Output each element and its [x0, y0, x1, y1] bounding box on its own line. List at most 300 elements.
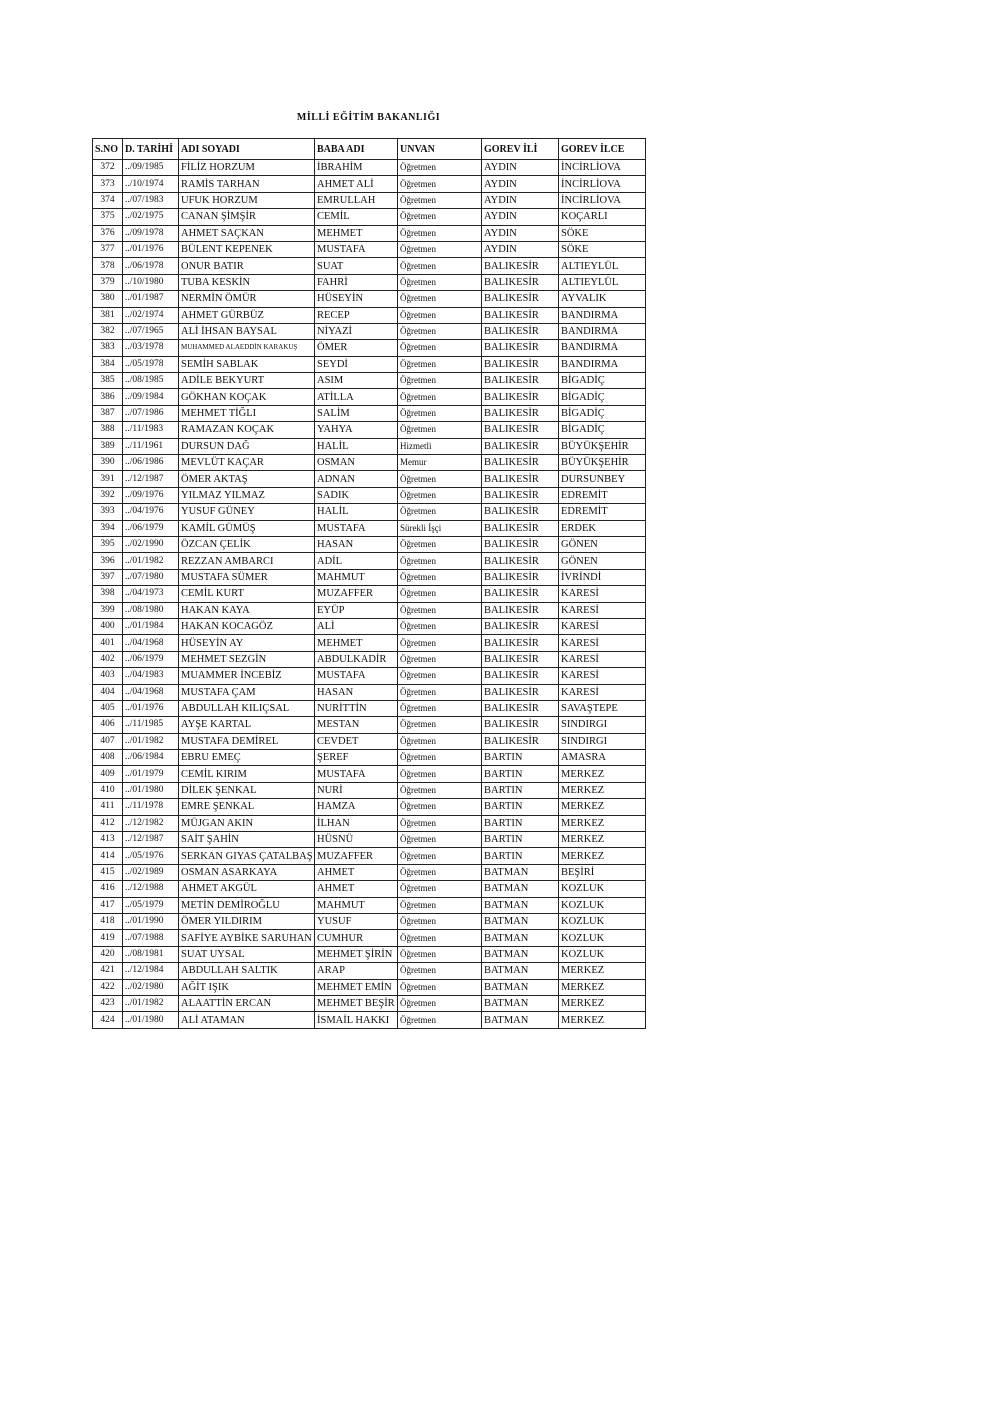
table-row: [93, 471, 646, 487]
cell-father-name: HALİL: [315, 504, 398, 520]
cell-father-name: HASAN: [315, 684, 398, 700]
cell-full-name: UFUK HORZUM: [179, 192, 315, 208]
table-row: [93, 881, 646, 897]
cell-birth-date: ../11/1985: [123, 717, 179, 733]
table-row: [93, 520, 646, 536]
cell-full-name: SEMİH SABLAK: [179, 356, 315, 372]
cell-sno: 396: [93, 553, 123, 569]
cell-full-name: ÖMER YILDIRIM: [179, 913, 315, 929]
table-row: [93, 963, 646, 979]
table-row: [93, 618, 646, 634]
cell-sno: 407: [93, 733, 123, 749]
cell-father-name: EYÜP: [315, 602, 398, 618]
cell-father-name: OSMAN: [315, 455, 398, 471]
cell-birth-date: ../01/1976: [123, 700, 179, 716]
table-row: [93, 930, 646, 946]
cell-duty-province: BALIKESİR: [482, 717, 559, 733]
cell-father-name: ASIM: [315, 373, 398, 389]
cell-father-name: ADNAN: [315, 471, 398, 487]
cell-birth-date: ../02/1974: [123, 307, 179, 323]
cell-father-name: ÖMER: [315, 340, 398, 356]
cell-birth-date: ../02/1980: [123, 979, 179, 995]
cell-birth-date: ../05/1979: [123, 897, 179, 913]
cell-title: Öğretmen: [398, 569, 482, 585]
cell-duty-district: BİGADİÇ: [559, 373, 646, 389]
cell-birth-date: ../06/1979: [123, 651, 179, 667]
cell-duty-province: BALIKESİR: [482, 651, 559, 667]
cell-full-name: METİN DEMİROĞLU: [179, 897, 315, 913]
cell-father-name: SADIK: [315, 487, 398, 503]
cell-title: Öğretmen: [398, 635, 482, 651]
cell-birth-date: ../12/1987: [123, 471, 179, 487]
cell-duty-province: BATMAN: [482, 881, 559, 897]
cell-sno: 389: [93, 438, 123, 454]
cell-father-name: NURİTTİN: [315, 700, 398, 716]
cell-father-name: ADİL: [315, 553, 398, 569]
cell-father-name: AHMET: [315, 881, 398, 897]
cell-title: Öğretmen: [398, 487, 482, 503]
cell-title: Öğretmen: [398, 422, 482, 438]
cell-birth-date: ../01/1984: [123, 618, 179, 634]
cell-full-name: EMRE ŞENKAL: [179, 799, 315, 815]
cell-father-name: CUMHUR: [315, 930, 398, 946]
cell-sno: 403: [93, 668, 123, 684]
cell-title: Öğretmen: [398, 881, 482, 897]
table-row: [93, 455, 646, 471]
cell-birth-date: ../02/1989: [123, 864, 179, 880]
cell-duty-province: BALIKESİR: [482, 373, 559, 389]
cell-title: Öğretmen: [398, 225, 482, 241]
cell-duty-district: KOZLUK: [559, 913, 646, 929]
cell-birth-date: ../10/1980: [123, 274, 179, 290]
table-row: [93, 209, 646, 225]
cell-duty-district: SÖKE: [559, 225, 646, 241]
table-row: [93, 832, 646, 848]
cell-sno: 416: [93, 881, 123, 897]
cell-father-name: SEYDİ: [315, 356, 398, 372]
cell-duty-district: MERKEZ: [559, 848, 646, 864]
cell-duty-district: GÖNEN: [559, 536, 646, 552]
cell-father-name: HÜSEYİN: [315, 291, 398, 307]
cell-duty-district: SÖKE: [559, 241, 646, 257]
cell-title: Öğretmen: [398, 373, 482, 389]
cell-title: Öğretmen: [398, 258, 482, 274]
cell-full-name: KAMİL GÜMÜŞ: [179, 520, 315, 536]
table-row: [93, 291, 646, 307]
cell-sno: 417: [93, 897, 123, 913]
cell-birth-date: ../09/1978: [123, 225, 179, 241]
cell-duty-district: BANDIRMA: [559, 356, 646, 372]
cell-father-name: HALİL: [315, 438, 398, 454]
cell-duty-province: AYDIN: [482, 192, 559, 208]
cell-father-name: YUSUF: [315, 913, 398, 929]
cell-full-name: REZZAN AMBARCI: [179, 553, 315, 569]
cell-duty-district: BÜYÜKŞEHİR: [559, 438, 646, 454]
cell-full-name: ALİ ATAMAN: [179, 1012, 315, 1028]
table-row: [93, 733, 646, 749]
cell-duty-province: BARTIN: [482, 799, 559, 815]
cell-title: Öğretmen: [398, 832, 482, 848]
cell-father-name: EMRULLAH: [315, 192, 398, 208]
cell-duty-province: AYDIN: [482, 176, 559, 192]
table-row: [93, 569, 646, 585]
cell-title: Öğretmen: [398, 356, 482, 372]
cell-birth-date: ../01/1980: [123, 1012, 179, 1028]
cell-duty-province: BALIKESİR: [482, 733, 559, 749]
cell-father-name: MUSTAFA: [315, 766, 398, 782]
cell-sno: 393: [93, 504, 123, 520]
cell-birth-date: ../04/1968: [123, 635, 179, 651]
cell-duty-district: KARESİ: [559, 651, 646, 667]
cell-title: Öğretmen: [398, 782, 482, 798]
cell-father-name: YAHYA: [315, 422, 398, 438]
cell-full-name: MEHMET TİĞLI: [179, 405, 315, 421]
cell-duty-district: KARESİ: [559, 586, 646, 602]
table-row: [93, 274, 646, 290]
cell-duty-province: BALIKESİR: [482, 455, 559, 471]
cell-duty-district: ALTIEYLÜL: [559, 258, 646, 274]
cell-full-name: CEMİL KURT: [179, 586, 315, 602]
cell-full-name: HAKAN KOCAGÖZ: [179, 618, 315, 634]
cell-title: Öğretmen: [398, 192, 482, 208]
table-row: [93, 668, 646, 684]
cell-birth-date: ../05/1978: [123, 356, 179, 372]
cell-title: Öğretmen: [398, 799, 482, 815]
cell-duty-district: KARESİ: [559, 668, 646, 684]
cell-title: Öğretmen: [398, 668, 482, 684]
cell-title: Öğretmen: [398, 963, 482, 979]
cell-birth-date: ../12/1988: [123, 881, 179, 897]
cell-sno: 395: [93, 536, 123, 552]
cell-father-name: MUZAFFER: [315, 848, 398, 864]
cell-birth-date: ../06/1979: [123, 520, 179, 536]
cell-title: Öğretmen: [398, 405, 482, 421]
cell-father-name: ATİLLA: [315, 389, 398, 405]
cell-duty-province: BALIKESİR: [482, 389, 559, 405]
cell-duty-district: SINDIRGI: [559, 733, 646, 749]
cell-birth-date: ../07/1983: [123, 192, 179, 208]
cell-father-name: ABDULKADİR: [315, 651, 398, 667]
cell-father-name: MUSTAFA: [315, 520, 398, 536]
table-row: [93, 536, 646, 552]
table-row: [93, 995, 646, 1011]
cell-duty-province: BALIKESİR: [482, 258, 559, 274]
cell-duty-province: BARTIN: [482, 750, 559, 766]
cell-birth-date: ../11/1961: [123, 438, 179, 454]
cell-title: Öğretmen: [398, 717, 482, 733]
cell-sno: 377: [93, 241, 123, 257]
cell-father-name: AHMET: [315, 864, 398, 880]
cell-sno: 418: [93, 913, 123, 929]
cell-duty-province: BALIKESİR: [482, 536, 559, 552]
cell-full-name: DURSUN DAĞ: [179, 438, 315, 454]
cell-duty-province: AYDIN: [482, 209, 559, 225]
cell-birth-date: ../01/1976: [123, 241, 179, 257]
cell-sno: 408: [93, 750, 123, 766]
cell-birth-date: ../06/1986: [123, 455, 179, 471]
cell-duty-district: KOZLUK: [559, 897, 646, 913]
cell-birth-date: ../07/1988: [123, 930, 179, 946]
cell-duty-province: BARTIN: [482, 766, 559, 782]
cell-duty-province: BATMAN: [482, 897, 559, 913]
cell-title: Öğretmen: [398, 602, 482, 618]
cell-full-name: MEVLÜT KAÇAR: [179, 455, 315, 471]
cell-duty-province: BALIKESİR: [482, 520, 559, 536]
cell-birth-date: ../03/1978: [123, 340, 179, 356]
cell-title: Öğretmen: [398, 848, 482, 864]
cell-full-name: YILMAZ YILMAZ: [179, 487, 315, 503]
cell-sno: 378: [93, 258, 123, 274]
cell-sno: 401: [93, 635, 123, 651]
cell-duty-district: EDREMİT: [559, 487, 646, 503]
cell-title: Öğretmen: [398, 340, 482, 356]
cell-birth-date: ../07/1986: [123, 405, 179, 421]
cell-duty-district: MERKEZ: [559, 799, 646, 815]
cell-duty-district: BANDIRMA: [559, 340, 646, 356]
cell-title: Öğretmen: [398, 160, 482, 176]
cell-full-name: MEHMET SEZGİN: [179, 651, 315, 667]
cell-title: Sürekli İşçi: [398, 520, 482, 536]
table-row: [93, 651, 646, 667]
cell-birth-date: ../05/1976: [123, 848, 179, 864]
table-row: [93, 700, 646, 716]
column-header-sno: S.NO: [93, 139, 123, 160]
cell-father-name: MEHMET EMİN: [315, 979, 398, 995]
column-header-title: UNVAN: [398, 139, 482, 160]
cell-full-name: SUAT UYSAL: [179, 946, 315, 962]
table-row: [93, 307, 646, 323]
cell-father-name: MUSTAFA: [315, 668, 398, 684]
cell-birth-date: ../08/1981: [123, 946, 179, 962]
cell-sno: 398: [93, 586, 123, 602]
cell-duty-district: MERKEZ: [559, 979, 646, 995]
cell-father-name: İBRAHİM: [315, 160, 398, 176]
cell-title: Öğretmen: [398, 209, 482, 225]
table-row: [93, 356, 646, 372]
cell-birth-date: ../01/1982: [123, 995, 179, 1011]
cell-duty-province: BALIKESİR: [482, 668, 559, 684]
cell-father-name: AHMET ALİ: [315, 176, 398, 192]
cell-father-name: CEMİL: [315, 209, 398, 225]
cell-father-name: MEHMET ŞİRİN: [315, 946, 398, 962]
cell-duty-district: KOZLUK: [559, 946, 646, 962]
cell-title: Öğretmen: [398, 1012, 482, 1028]
cell-duty-district: BEŞİRİ: [559, 864, 646, 880]
cell-father-name: RECEP: [315, 307, 398, 323]
cell-full-name: SERKAN GIYAS ÇATALBAŞ: [179, 848, 315, 864]
cell-full-name: AHMET GÜRBÜZ: [179, 307, 315, 323]
cell-father-name: FAHRİ: [315, 274, 398, 290]
cell-father-name: NİYAZİ: [315, 323, 398, 339]
cell-title: Öğretmen: [398, 291, 482, 307]
cell-duty-province: AYDIN: [482, 225, 559, 241]
table-row: [93, 225, 646, 241]
cell-sno: 397: [93, 569, 123, 585]
table-row: [93, 766, 646, 782]
cell-duty-province: BALIKESİR: [482, 323, 559, 339]
cell-full-name: ONUR BATIR: [179, 258, 315, 274]
cell-sno: 372: [93, 160, 123, 176]
cell-full-name: CEMİL KIRIM: [179, 766, 315, 782]
cell-sno: 414: [93, 848, 123, 864]
cell-full-name: DİLEK ŞENKAL: [179, 782, 315, 798]
cell-full-name: ADİLE BEKYURT: [179, 373, 315, 389]
cell-duty-district: MERKEZ: [559, 832, 646, 848]
cell-sno: 405: [93, 700, 123, 716]
table-row: [93, 405, 646, 421]
cell-sno: 388: [93, 422, 123, 438]
cell-full-name: YUSUF GÜNEY: [179, 504, 315, 520]
cell-father-name: MAHMUT: [315, 897, 398, 913]
table-row: [93, 782, 646, 798]
table-row: [93, 422, 646, 438]
cell-sno: 383: [93, 340, 123, 356]
table-row: [93, 504, 646, 520]
cell-father-name: CEVDET: [315, 733, 398, 749]
table-row: [93, 717, 646, 733]
cell-title: Hizmetli: [398, 438, 482, 454]
cell-duty-province: BARTIN: [482, 848, 559, 864]
cell-father-name: MUSTAFA: [315, 241, 398, 257]
cell-full-name: AĞİT IŞIK: [179, 979, 315, 995]
cell-duty-province: BATMAN: [482, 995, 559, 1011]
cell-title: Öğretmen: [398, 946, 482, 962]
personnel-table: [92, 138, 646, 1029]
cell-full-name: MÜJGAN AKIN: [179, 815, 315, 831]
cell-duty-district: BANDIRMA: [559, 307, 646, 323]
table-row: [93, 586, 646, 602]
cell-duty-province: BALIKESİR: [482, 504, 559, 520]
cell-duty-province: BALIKESİR: [482, 602, 559, 618]
cell-birth-date: ../08/1985: [123, 373, 179, 389]
cell-duty-district: MERKEZ: [559, 815, 646, 831]
cell-duty-province: BALIKESİR: [482, 586, 559, 602]
cell-full-name: SAFİYE AYBİKE SARUHAN: [179, 930, 315, 946]
cell-birth-date: ../01/1980: [123, 782, 179, 798]
cell-sno: 382: [93, 323, 123, 339]
cell-sno: 374: [93, 192, 123, 208]
table-row: [93, 241, 646, 257]
cell-duty-district: BÜYÜKŞEHİR: [559, 455, 646, 471]
cell-title: Öğretmen: [398, 815, 482, 831]
cell-duty-province: BATMAN: [482, 864, 559, 880]
cell-full-name: AHMET SAÇKAN: [179, 225, 315, 241]
cell-duty-district: DURSUNBEY: [559, 471, 646, 487]
cell-duty-province: BALIKESİR: [482, 700, 559, 716]
cell-sno: 394: [93, 520, 123, 536]
cell-title: Öğretmen: [398, 323, 482, 339]
cell-title: Öğretmen: [398, 618, 482, 634]
column-header-birth-date: D. TARİHİ: [123, 139, 179, 160]
cell-birth-date: ../06/1978: [123, 258, 179, 274]
cell-birth-date: ../09/1985: [123, 160, 179, 176]
cell-sno: 390: [93, 455, 123, 471]
table-row: [93, 192, 646, 208]
cell-full-name: ALAATTİN ERCAN: [179, 995, 315, 1011]
cell-birth-date: ../09/1984: [123, 389, 179, 405]
table-body: [93, 160, 646, 1029]
cell-duty-province: BATMAN: [482, 963, 559, 979]
cell-title: Öğretmen: [398, 274, 482, 290]
cell-birth-date: ../06/1984: [123, 750, 179, 766]
cell-duty-district: EDREMİT: [559, 504, 646, 520]
cell-duty-province: BALIKESİR: [482, 471, 559, 487]
cell-birth-date: ../04/1968: [123, 684, 179, 700]
cell-title: Öğretmen: [398, 241, 482, 257]
cell-birth-date: ../04/1983: [123, 668, 179, 684]
cell-sno: 411: [93, 799, 123, 815]
cell-sno: 404: [93, 684, 123, 700]
cell-birth-date: ../01/1982: [123, 553, 179, 569]
cell-father-name: SALİM: [315, 405, 398, 421]
cell-title: Öğretmen: [398, 750, 482, 766]
cell-sno: 375: [93, 209, 123, 225]
cell-duty-province: BARTIN: [482, 832, 559, 848]
cell-full-name: ABDULLAH SALTIK: [179, 963, 315, 979]
cell-duty-province: AYDIN: [482, 160, 559, 176]
cell-birth-date: ../07/1980: [123, 569, 179, 585]
cell-sno: 391: [93, 471, 123, 487]
cell-title: Öğretmen: [398, 995, 482, 1011]
cell-full-name: ÖMER AKTAŞ: [179, 471, 315, 487]
cell-duty-district: KOZLUK: [559, 930, 646, 946]
cell-duty-district: SAVAŞTEPE: [559, 700, 646, 716]
cell-duty-district: BİGADİÇ: [559, 389, 646, 405]
cell-full-name: ALİ İHSAN BAYSAL: [179, 323, 315, 339]
cell-duty-district: KARESİ: [559, 635, 646, 651]
cell-sno: 379: [93, 274, 123, 290]
cell-duty-district: İNCİRLİOVA: [559, 160, 646, 176]
cell-duty-district: İVRİNDİ: [559, 569, 646, 585]
cell-title: Öğretmen: [398, 176, 482, 192]
cell-title: Öğretmen: [398, 307, 482, 323]
cell-full-name: RAMAZAN KOÇAK: [179, 422, 315, 438]
cell-full-name: ÖZCAN ÇELİK: [179, 536, 315, 552]
cell-full-name: MUSTAFA ÇAM: [179, 684, 315, 700]
column-header-full-name: ADI SOYADI: [179, 139, 315, 160]
cell-sno: 420: [93, 946, 123, 962]
cell-duty-district: ALTIEYLÜL: [559, 274, 646, 290]
table-row: [93, 160, 646, 176]
cell-duty-province: AYDIN: [482, 241, 559, 257]
cell-father-name: MEHMET: [315, 225, 398, 241]
table-row: [93, 946, 646, 962]
table-row: [93, 487, 646, 503]
cell-full-name: HAKAN KAYA: [179, 602, 315, 618]
table-row: [93, 897, 646, 913]
cell-title: Öğretmen: [398, 766, 482, 782]
table-row: [93, 438, 646, 454]
cell-title: Öğretmen: [398, 979, 482, 995]
cell-sno: 381: [93, 307, 123, 323]
cell-title: Öğretmen: [398, 930, 482, 946]
cell-sno: 415: [93, 864, 123, 880]
cell-birth-date: ../12/1987: [123, 832, 179, 848]
table-row: [93, 913, 646, 929]
cell-full-name: EBRU EMEÇ: [179, 750, 315, 766]
table-row: [93, 258, 646, 274]
cell-father-name: MAHMUT: [315, 569, 398, 585]
cell-sno: 410: [93, 782, 123, 798]
cell-father-name: SUAT: [315, 258, 398, 274]
table-row: [93, 684, 646, 700]
cell-duty-province: BALIKESİR: [482, 438, 559, 454]
cell-duty-province: BALIKESİR: [482, 635, 559, 651]
cell-title: Öğretmen: [398, 536, 482, 552]
cell-birth-date: ../01/1982: [123, 733, 179, 749]
table-header-row: [93, 139, 646, 160]
cell-sno: 385: [93, 373, 123, 389]
